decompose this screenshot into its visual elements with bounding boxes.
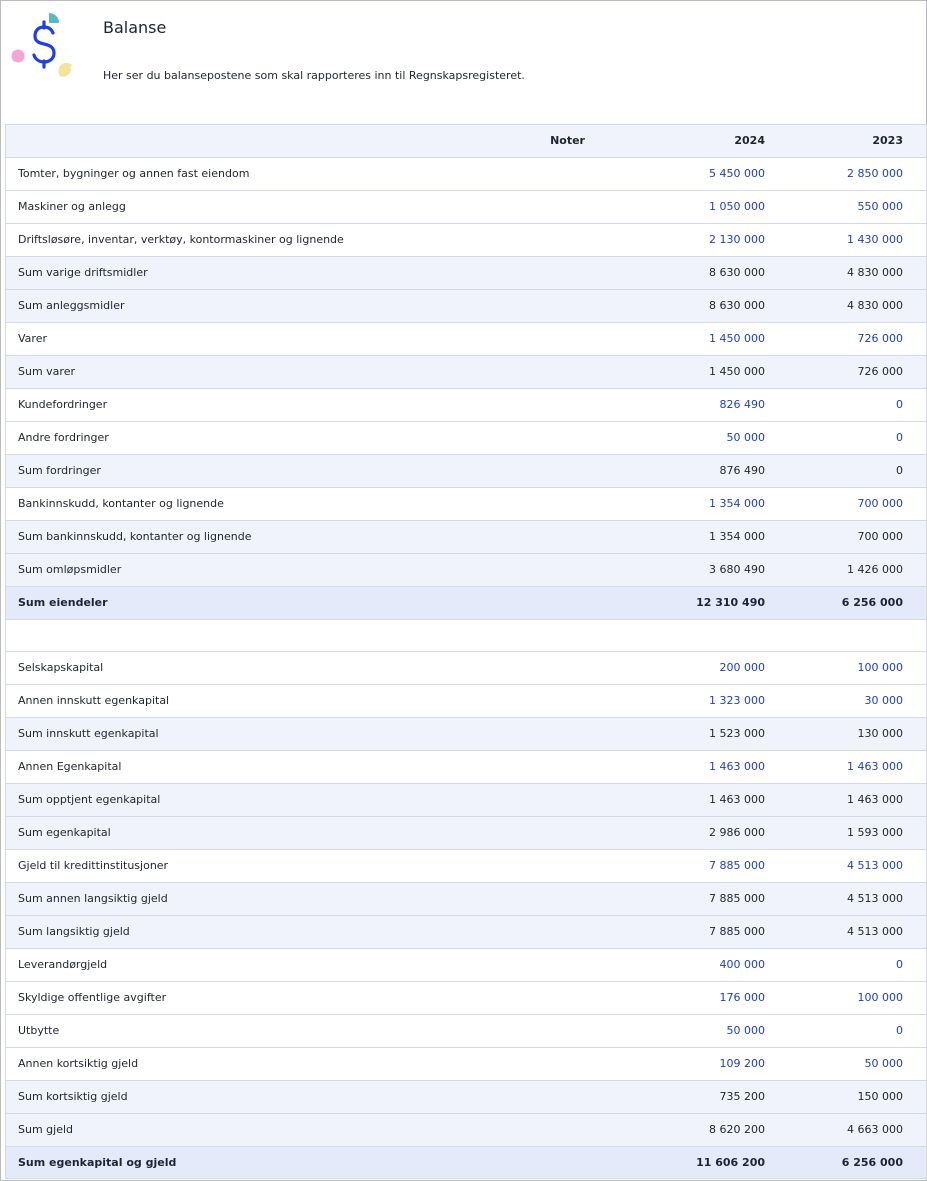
row-label: Sum annen langsiktig gjeld [18,892,168,905]
table-row [6,586,926,619]
row-label: Sum fordringer [18,464,101,477]
value-link-2024[interactable]: 7 885 000 [709,859,765,872]
value-2023: 4 513 000 [847,892,903,905]
row-label: Annen innskutt egenkapital [18,694,170,707]
row-label: Annen kortsiktig gjeld [18,1057,139,1070]
row-label: Kundefordringer [18,398,108,411]
value-2023: 4 663 000 [847,1123,903,1136]
table-row [6,256,926,289]
value-link-2023[interactable]: 0 [896,398,903,411]
row-label: Andre fordringer [18,431,109,444]
value-2023: 4 830 000 [847,299,903,312]
row-label: Selskapskapital [18,661,104,674]
value-2023: 4 830 000 [847,266,903,279]
value-link-2024[interactable]: 50 000 [726,1024,765,1037]
table-row [6,520,926,553]
table-row [6,1146,926,1179]
value-2024: 2 986 000 [709,826,765,839]
value-link-2024[interactable]: 1 050 000 [709,200,765,213]
header-year-2024: 2024 [734,134,765,147]
row-label: Sum langsiktig gjeld [18,925,130,938]
value-2023: 726 000 [857,365,903,378]
value-link-2023[interactable]: 0 [896,1024,903,1037]
table-row [6,882,926,915]
table-row [6,190,926,223]
page-title: Balanse [103,18,167,37]
value-2024: 7 885 000 [709,892,765,905]
value-2024: 1 354 000 [709,530,765,543]
table-row [6,684,926,717]
value-2024: 7 885 000 [709,925,765,938]
table-row [6,454,926,487]
value-link-2024[interactable]: 176 000 [719,991,765,1004]
table-row [6,322,926,355]
value-link-2023[interactable]: 4 513 000 [847,859,903,872]
table-row [6,816,926,849]
value-2023: 1 426 000 [847,563,903,576]
value-link-2024[interactable]: 1 323 000 [709,694,765,707]
value-link-2024[interactable]: 5 450 000 [709,167,765,180]
table-row [6,421,926,454]
table-row [6,157,926,190]
value-link-2023[interactable]: 0 [896,958,903,971]
row-label: Sum varige driftsmidler [18,266,148,279]
row-label: Sum anleggsmidler [18,299,125,312]
table-row [6,651,926,684]
table-row [6,553,926,586]
table-row [6,783,926,816]
value-link-2024[interactable]: 400 000 [719,958,765,971]
table-row [6,750,926,783]
table-header-row [6,124,926,157]
row-label: Tomter, bygninger og annen fast eiendom [18,167,250,180]
table-row [6,289,926,322]
row-label: Gjeld til kredittinstitusjoner [18,859,169,872]
row-label: Leverandørgjeld [18,958,108,971]
row-label: Sum egenkapital og gjeld [18,1156,177,1169]
table-row [6,1047,926,1080]
value-link-2023[interactable]: 1 430 000 [847,233,903,246]
value-link-2023[interactable]: 726 000 [857,332,903,345]
row-label: Annen Egenkapital [18,760,122,773]
row-label: Sum opptjent egenkapital [18,793,161,806]
value-2023: 150 000 [857,1090,903,1103]
value-2023: 6 256 000 [841,1156,903,1169]
value-link-2024[interactable]: 200 000 [719,661,765,674]
value-2023: 1 593 000 [847,826,903,839]
value-2024: 11 606 200 [696,1156,765,1169]
row-label: Maskiner og anlegg [18,200,126,213]
row-label: Skyldige offentlige avgifter [18,991,167,1004]
table-row [6,388,926,421]
row-label: Sum eiendeler [18,596,108,609]
table-row [6,915,926,948]
value-link-2023[interactable]: 550 000 [857,200,903,213]
row-label: Sum omløpsmidler [18,563,122,576]
value-2023: 0 [896,464,903,477]
value-2024: 1 450 000 [709,365,765,378]
value-link-2023[interactable]: 700 000 [857,497,903,510]
value-link-2023[interactable]: 2 850 000 [847,167,903,180]
value-link-2023[interactable]: 100 000 [857,991,903,1004]
header-noter: Noter [550,134,585,147]
value-2024: 8 620 200 [709,1123,765,1136]
dollar-icon [9,11,75,79]
value-link-2024[interactable]: 826 490 [719,398,765,411]
value-2024: 735 200 [719,1090,765,1103]
value-2023: 130 000 [857,727,903,740]
page-description: Her ser du balansepostene som skal rapporteres inn til Regnskapsregisteret. [103,69,525,82]
value-2024: 12 310 490 [696,596,765,609]
table-row [6,1080,926,1113]
table-row [6,223,926,256]
value-link-2023[interactable]: 100 000 [857,661,903,674]
value-2024: 1 523 000 [709,727,765,740]
value-link-2024[interactable]: 109 200 [719,1057,765,1070]
row-label: Utbytte [18,1024,60,1037]
row-label: Sum innskutt egenkapital [18,727,159,740]
row-label: Driftsløsøre, inventar, verktøy, kontormaskiner og lignende [18,233,344,246]
table-row [6,1113,926,1146]
value-2024: 8 630 000 [709,299,765,312]
table-row [6,1014,926,1047]
table-row [6,717,926,750]
table-row [6,849,926,882]
value-link-2023[interactable]: 30 000 [864,694,903,707]
value-link-2024[interactable]: 1 450 000 [709,332,765,345]
row-label: Sum egenkapital [18,826,111,839]
value-2024: 8 630 000 [709,266,765,279]
value-link-2024[interactable]: 50 000 [726,431,765,444]
value-2024: 3 680 490 [709,563,765,576]
value-link-2024[interactable]: 2 130 000 [709,233,765,246]
value-link-2024[interactable]: 1 354 000 [709,497,765,510]
value-link-2023[interactable]: 0 [896,431,903,444]
balance-table [5,124,927,1179]
value-link-2024[interactable]: 1 463 000 [709,760,765,773]
table-row [6,487,926,520]
value-2023: 700 000 [857,530,903,543]
value-2024: 876 490 [719,464,765,477]
table-row [6,981,926,1014]
row-label: Sum gjeld [18,1123,74,1136]
row-label: Bankinnskudd, kontanter og lignende [18,497,224,510]
row-label: Sum bankinnskudd, kontanter og lignende [18,530,252,543]
row-label: Sum varer [18,365,75,378]
table-row [6,948,926,981]
value-link-2023[interactable]: 1 463 000 [847,760,903,773]
value-2023: 1 463 000 [847,793,903,806]
table-spacer-row [6,619,926,651]
value-2023: 6 256 000 [841,596,903,609]
row-label: Varer [18,332,47,345]
value-link-2023[interactable]: 50 000 [864,1057,903,1070]
row-label: Sum kortsiktig gjeld [18,1090,128,1103]
header-year-2023: 2023 [872,134,903,147]
value-2024: 1 463 000 [709,793,765,806]
table-row [6,355,926,388]
value-2023: 4 513 000 [847,925,903,938]
